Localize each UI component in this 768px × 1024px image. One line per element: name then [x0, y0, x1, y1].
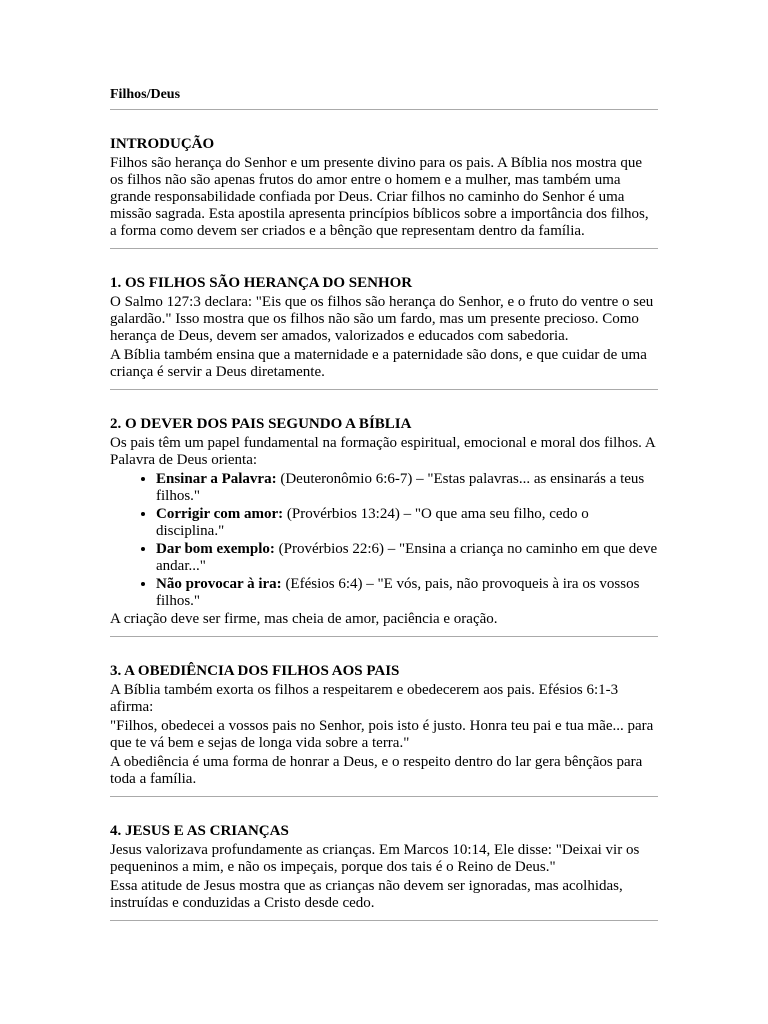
paragraph: O Salmo 127:3 declara: "Eis que os filhos são herança do Senhor, e o fruto do ventre o seu galardão." Isso mostra que os filhos não são um fardo, mas um presente precioso. Como herança de Deus, devem ser amados, valorizados e educados com sabedoria. [110, 294, 654, 344]
item-text: (Provérbios 13:24) – "O que ama seu filho, cedo o disciplina." [156, 506, 589, 539]
list-item [156, 541, 658, 575]
document-page [110, 86, 658, 921]
paragraph: A criação deve ser firme, mas cheia de amor, paciência e oração. [110, 611, 498, 627]
paragraph: A Bíblia também exorta os filhos a respeitarem e obedecerem aos pais. Efésios 6:1-3 afirma: [110, 682, 619, 715]
paragraph: Essa atitude de Jesus mostra que as crianças não devem ser ignoradas, mas acolhidas, instruídas e conduzidas a Cristo desde cedo. [110, 878, 623, 911]
section-heading: 1. OS FILHOS SÃO HERANÇA DO SENHOR [110, 275, 413, 291]
quote-paragraph: "Filhos, obedecei a vossos pais no Senhor, pois isto é justo. Honra teu pai e tua mãe... para que te vá bem e sejas de longa vida sobre a terra." [110, 718, 654, 751]
item-label: Corrigir com amor: [156, 506, 284, 522]
item-label: Dar bom exemplo: [156, 541, 275, 557]
document-title: Filhos/Deus [110, 87, 181, 102]
section-heading: INTRODUÇÃO [110, 136, 215, 152]
paragraph: A obediência é uma forma de honrar a Deus, e o respeito dentro do lar gera bênçãos para toda a família. [110, 754, 643, 787]
item-text: (Deuteronômio 6:6-7) – "Estas palavras... as ensinarás a teus filhos." [156, 471, 645, 504]
list-item [156, 576, 658, 610]
section-jesus-e-as-criancas [110, 797, 658, 920]
item-text: (Provérbios 22:6) – "Ensina a criança no caminho em que deve andar..." [156, 541, 658, 574]
section-heading: 2. O DEVER DOS PAIS SEGUNDO A BÍBLIA [110, 416, 412, 432]
item-label: Não provocar à ira: [156, 576, 282, 592]
paragraph: Jesus valorizava profundamente as crianças. Em Marcos 10:14, Ele disse: "Deixai vir os pequeninos a mim, e não os impeçais, porque dos tais é o Reino de Deus." [110, 842, 640, 875]
section-heading: 3. A OBEDIÊNCIA DOS FILHOS AOS PAIS [110, 663, 400, 679]
list-item [156, 506, 658, 540]
section-heading: 4. JESUS E AS CRIANÇAS [110, 823, 289, 839]
item-label: Ensinar a Palavra: [156, 471, 277, 487]
section-obediencia [110, 637, 658, 796]
item-text: (Efésios 6:4) – "E vós, pais, não provoqueis à ira os vossos filhos." [156, 576, 640, 609]
section-dever-dos-pais [110, 390, 658, 636]
list-item [156, 471, 658, 505]
section-heranca [110, 249, 658, 389]
divider [110, 920, 658, 921]
paragraph: Filhos são herança do Senhor e um presente divino para os pais. A Bíblia nos mostra que os filhos não são apenas frutos do amor entre o homem e a mulher, mas também uma grande responsabilidade confiada por Deus. Criar filhos no caminho do Senhor é uma missão sagrada. Esta apostila apresenta princípios bíblicos sobre a importância dos filhos, a forma como devem ser criados e a bênção que representam dentro da família. [110, 155, 649, 239]
paragraph: A Bíblia também ensina que a maternidade e a paternidade são dons, e que cuidar de uma criança é servir a Deus diretamente. [110, 347, 647, 380]
paragraph: Os pais têm um papel fundamental na formação espiritual, emocional e moral dos filhos. A Palavra de Deus orienta: [110, 435, 655, 468]
bullet-list [110, 471, 658, 610]
section-introducao [110, 110, 658, 248]
